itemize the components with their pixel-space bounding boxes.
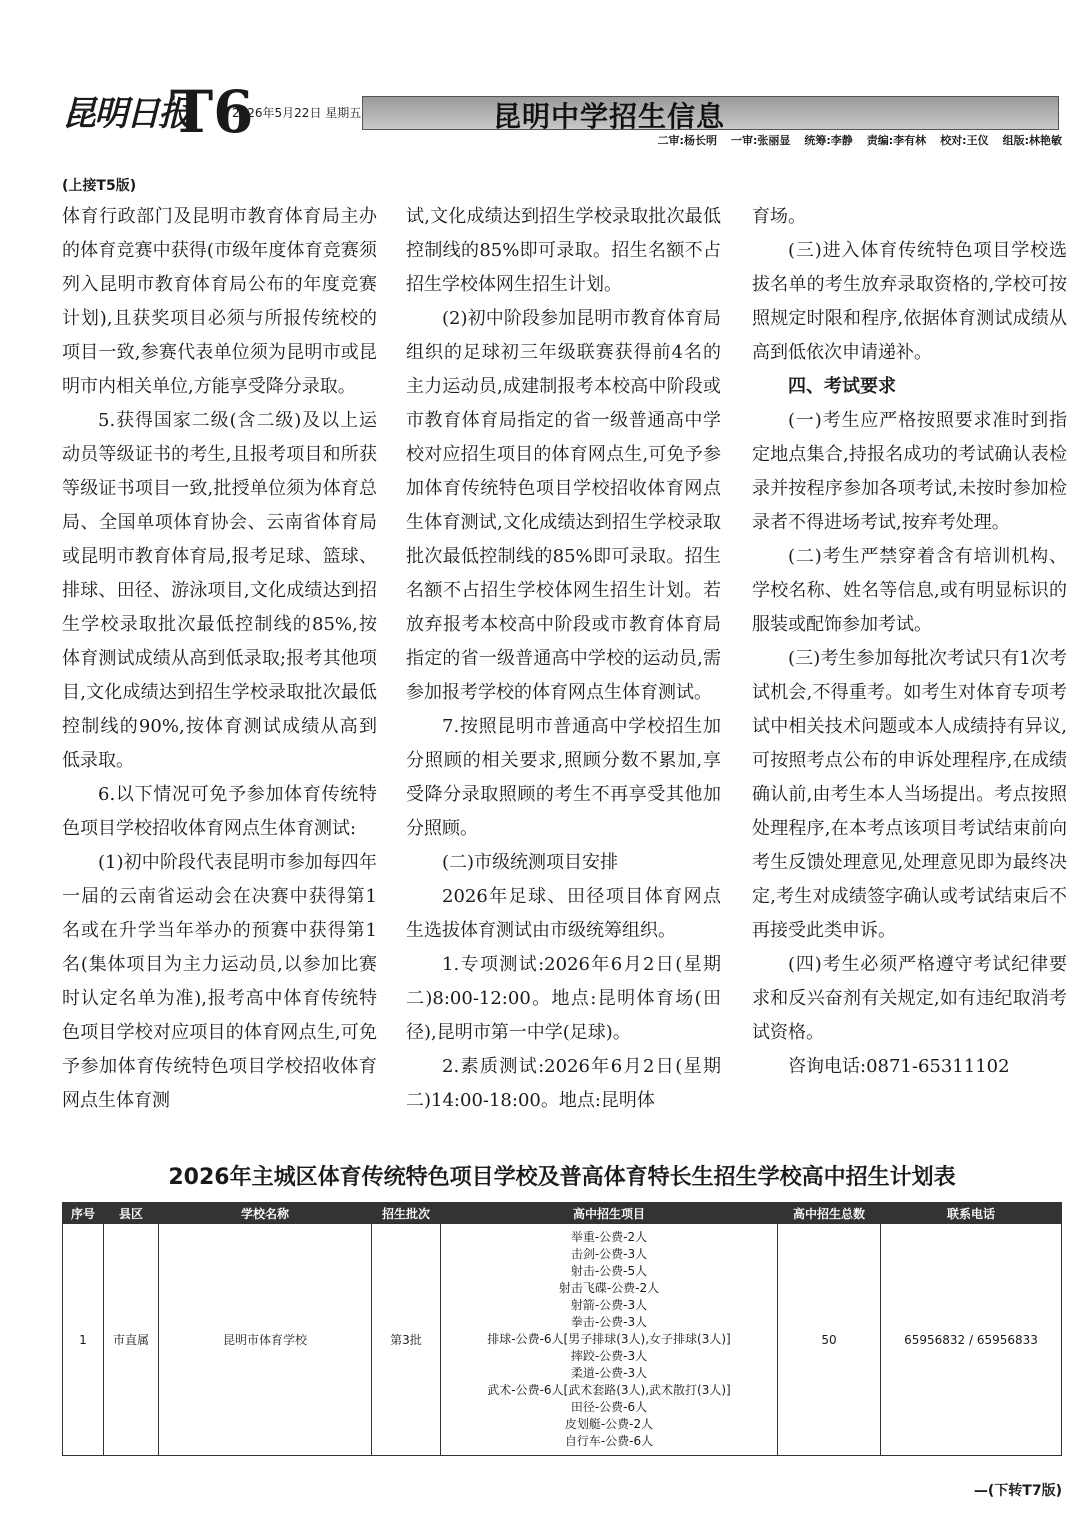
program-item: 排球-公费-6人[男子排球(3人),女子排球(3人)] <box>487 1332 731 1346</box>
program-item: 皮划艇-公费-2人 <box>564 1417 654 1431</box>
row-school: 昆明市体育学校 <box>159 1224 372 1456</box>
program-item: 田径-公费-6人 <box>570 1400 648 1414</box>
table-header-row <box>63 1203 1062 1224</box>
table-row <box>63 1224 1062 1456</box>
continued-to-note: —(下转T7版) <box>973 1483 1062 1499</box>
newspaper-logo: 昆明日报 <box>62 94 190 134</box>
program-item: 射击-公费-5人 <box>570 1264 648 1278</box>
credit: 一审:张丽显 <box>730 134 791 147</box>
program-item: 自行车-公费-6人 <box>564 1434 654 1448</box>
paragraph: (一)考生应严格按照要求准时到指定地点集合,持报名成功的考试确认表检录并按程序参加各项考试,未按时参加检录者不得进场考试,按弃考处理。 <box>752 410 1067 533</box>
issue-date: 2026年5月22日 星期五 <box>232 106 362 120</box>
paragraph: 2026年足球、田径项目体育网点生选拔体育测试由市级统筹组织。 <box>406 886 721 941</box>
header-cell: 招生批次 <box>372 1203 441 1224</box>
program-item: 拳击-公费-3人 <box>570 1315 648 1329</box>
paragraph: (二)市级统测项目安排 <box>442 852 619 873</box>
editor-credits <box>644 132 1062 148</box>
paragraph: (三)考生参加每批次考试只有1次考试机会,不得重考。如考生对体育专项考试中相关技术问题或本人成绩持有异议,可按照考点公布的申诉处理程序,在成绩确认前,由考生本人当场提出。考点按照处理程序,在本考点该项目考试结束前向考生反馈处理意见,处理意见即为最终决定,考生对成绩签字确认或考试结束后不再接受此类申诉。 <box>752 648 1067 941</box>
continued-note: (上接T5版) <box>62 178 137 194</box>
paragraph: (三)进入体育传统特色项目学校选拔名单的考生放弃录取资格的,学校可按照规定时限和程序,依据体育测试成绩从高到低依次申请递补。 <box>752 240 1067 363</box>
paragraph: 四、考试要求 <box>788 376 896 397</box>
paragraph: (1)初中阶段代表昆明市参加每四年一届的云南省运动会在决赛中获得第1名或在升学当年举办的预赛中获得第1名(集体项目为主力运动员,以参加比赛时认定名单为准),报考高中体育传统特色项目学校对应项目的体育网点生,可免予参加体育传统特色项目学校招收体育网点生体育测 <box>62 852 377 1111</box>
paragraph: 7.按照昆明市普通高中学校招生加分照顾的相关要求,照顾分数不累加,享受降分录取照顾的考生不再享受其他加分照顾。 <box>406 716 721 839</box>
row-number: 1 <box>63 1224 104 1456</box>
program-item: 武术-公费-6人[武术套路(3人),武术散打(3人)] <box>487 1383 731 1397</box>
paragraph: 体育行政部门及昆明市教育体育局主办的体育竞赛中获得(市级年度体育竞赛须列入昆明市教育体育局公布的年度竞赛计划),且获奖项目必须与所报传统校的项目一致,参赛代表单位须为昆明市或昆明市内相关单位,方能享受降分录取。 <box>62 206 377 397</box>
program-item: 击剑-公费-3人 <box>570 1247 648 1261</box>
program-item: 柔道-公费-3人 <box>570 1366 648 1380</box>
header-cell: 县区 <box>104 1203 159 1224</box>
paragraph: (二)考生严禁穿着含有培训机构、学校名称、姓名等信息,或有明显标识的服装或配饰参加考试。 <box>752 546 1067 635</box>
program-item: 举重-公费-2人 <box>570 1230 648 1244</box>
row-batch: 第3批 <box>372 1224 441 1456</box>
paragraph: 5.获得国家二级(含二级)及以上运动员等级证书的考生,且报考项目和所获等级证书项目一致,批授单位须为体育总局、全国单项体育协会、云南省体育局或昆明市教育体育局,报考足球、篮球、排球、田径、游泳项目,文化成绩达到招生学校录取批次最低控制线的85%,按体育测试成绩从高到低录取;报考其他项目,文化成绩达到招生学校录取批次最低控制线的90%,按体育测试成绩从高到低录取。 <box>62 410 377 771</box>
header-cell: 高中招生总数 <box>778 1203 881 1224</box>
row-total: 50 <box>778 1224 881 1456</box>
masthead <box>62 78 1062 147</box>
article-column-3 <box>752 200 1067 1084</box>
credit: 责编:李有林 <box>866 134 927 147</box>
credit: 统筹:李静 <box>804 134 853 147</box>
header-cell: 联系电话 <box>881 1203 1062 1224</box>
header-cell: 序号 <box>63 1203 104 1224</box>
paragraph: 试,文化成绩达到招生学校录取批次最低控制线的85%即可录取。招生名额不占招生学校体网生招生计划。 <box>406 206 721 295</box>
credit: 校对:王仪 <box>940 134 989 147</box>
paragraph: (2)初中阶段参加昆明市教育体育局组织的足球初三年级联赛获得前4名的主力运动员,成建制报考本校高中阶段或市教育体育局指定的省一级普通高中学校对应招生项目的体育网点生,可免予参加体育传统特色项目学校招收体育网点生体育测试,文化成绩达到招生学校录取批次最低控制线的85%即可录取。招生名额不占招生学校体网生招生计划。若放弃报考本校高中阶段或市教育体育局指定的省一级普通高中学校的运动员,需参加报考学校的体育网点生体育测试。 <box>406 308 721 703</box>
row-district: 市直属 <box>104 1224 159 1456</box>
row-items <box>441 1224 778 1456</box>
program-item: 射击飞碟-公费-2人 <box>558 1281 660 1295</box>
program-item: 摔跤-公费-3人 <box>570 1349 648 1363</box>
header-cell: 学校名称 <box>159 1203 372 1224</box>
credit: 二审:杨长明 <box>657 134 717 147</box>
table-title: 2026年主城区体育传统特色项目学校及普高体育特长生招生学校高中招生计划表 <box>168 1165 956 1190</box>
header-cell: 高中招生项目 <box>441 1203 778 1224</box>
article-column-1 <box>62 200 377 1118</box>
paragraph: 2.素质测试:2026年6月2日(星期二)14:00-18:00。地点:昆明体 <box>406 1056 721 1111</box>
paragraph: 6.以下情况可免予参加体育传统特色项目学校招收体育网点生体育测试: <box>62 784 377 839</box>
paragraph: 1.专项测试:2026年6月2日(星期二)8:00-12:00。地点:昆明体育场(田径),昆明市第一中学(足球)。 <box>406 954 721 1043</box>
credit: 组版:林艳敏 <box>1002 134 1062 147</box>
paragraph: (四)考生必须严格遵守考试纪律要求和反兴奋剂有关规定,如有违纪取消考试资格。 <box>752 954 1067 1043</box>
enrollment-plan-table <box>62 1202 1062 1456</box>
paragraph: 育场。 <box>752 206 806 227</box>
article-column-2 <box>406 200 721 1118</box>
paragraph: 咨询电话:0871-65311102 <box>788 1056 1010 1077</box>
section-title-bar <box>362 96 1059 133</box>
program-item: 射箭-公费-3人 <box>570 1298 648 1312</box>
page-number: T6 <box>170 78 254 146</box>
row-phone: 65956832 / 65956833 <box>881 1224 1062 1456</box>
section-title: 昆明中学招生信息 <box>493 100 726 133</box>
